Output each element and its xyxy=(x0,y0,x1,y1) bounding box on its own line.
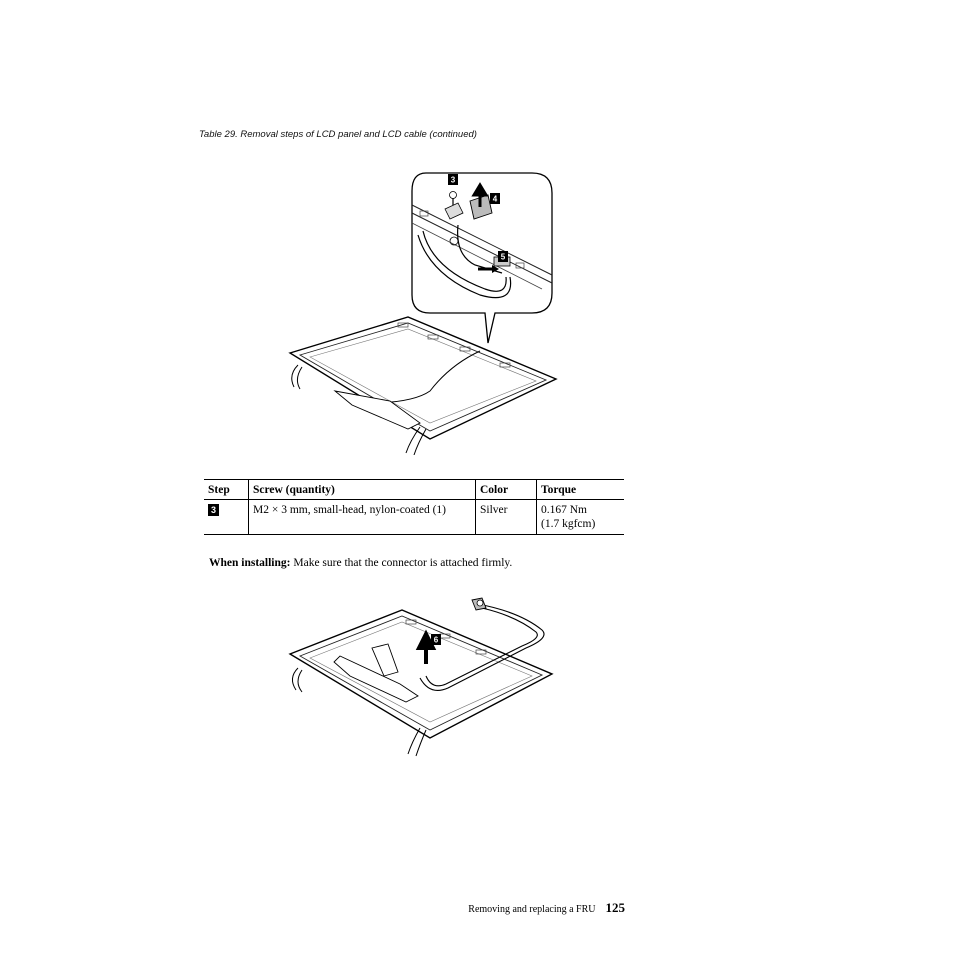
header-torque: Torque xyxy=(537,480,625,500)
lcd-cable-lift-illustration xyxy=(280,592,560,762)
screw-spec-table xyxy=(204,479,624,535)
callout-6 xyxy=(431,634,441,645)
callout-5 xyxy=(498,251,508,262)
svg-text:4: 4 xyxy=(492,194,498,204)
torque-cell xyxy=(537,500,625,535)
lcd-cable-removal-illustration xyxy=(280,165,565,455)
header-screw: Screw (quantity) xyxy=(249,480,476,500)
table-caption: Table 29. Removal steps of LCD panel and LCD cable (continued) xyxy=(199,129,477,140)
page-footer xyxy=(468,900,625,916)
header-color: Color xyxy=(476,480,537,500)
svg-text:6: 6 xyxy=(433,635,439,645)
footer-section-title: Removing and replacing a FRU xyxy=(468,904,596,915)
screw-cell: M2 × 3 mm, small-head, nylon-coated (1) xyxy=(249,500,476,535)
svg-text:5: 5 xyxy=(500,252,506,262)
torque-kgfcm: (1.7 kgfcm) xyxy=(541,518,596,530)
step-cell xyxy=(204,500,249,535)
page-number: 125 xyxy=(605,900,625,915)
callout-4 xyxy=(490,193,500,204)
installation-note xyxy=(209,557,512,569)
note-text: Make sure that the connector is attached firmly. xyxy=(293,557,513,569)
note-label: When installing: xyxy=(209,557,291,569)
header-step: Step xyxy=(204,480,249,500)
svg-text:3: 3 xyxy=(450,175,456,185)
color-cell: Silver xyxy=(476,500,537,535)
table-header-row xyxy=(204,480,624,500)
torque-nm: 0.167 Nm xyxy=(541,504,587,516)
step-badge: 3 xyxy=(208,504,219,516)
table-row xyxy=(204,500,624,535)
callout-3 xyxy=(448,174,458,185)
